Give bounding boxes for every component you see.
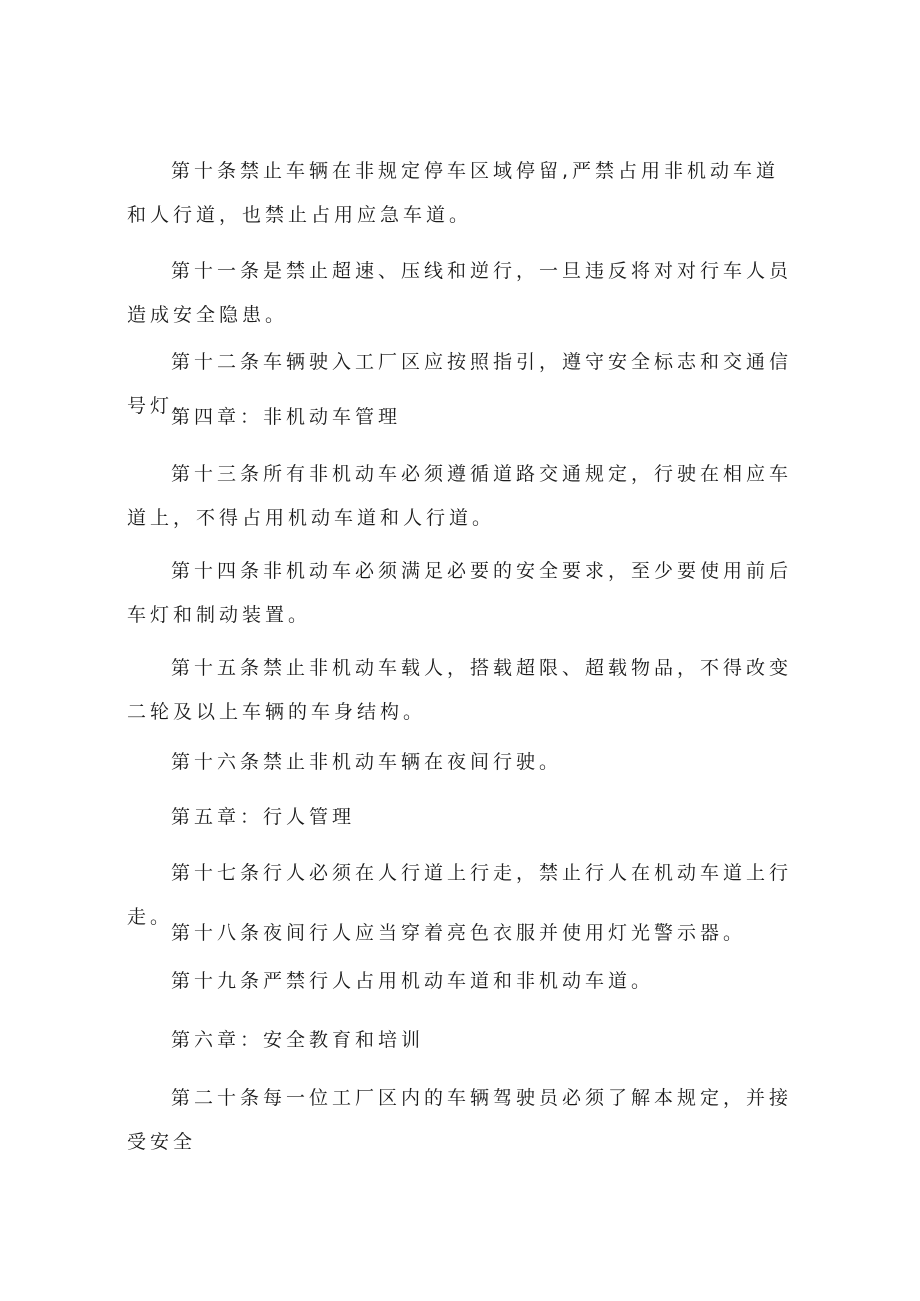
article-11-paragraph: 第十一条是禁止超速、压线和逆行，一旦违反将对对行车人员造成安全隐患。 <box>127 260 793 326</box>
article-19-paragraph: 第十九条严禁行人占用机动车道和非机动车道。 <box>171 970 655 992</box>
article-17-paragraph: 第十七条行人必须在人行道上行走，禁止行人在机动车道上行走。 <box>127 862 793 928</box>
article-13-paragraph: 第十三条所有非机动车必须遵循道路交通规定，行驶在相应车道上，不得占用机动车道和人行道。 <box>127 463 793 529</box>
chapter-5-heading: 第五章：行人管理 <box>171 806 356 828</box>
article-20-paragraph: 第二十条每一位工厂区内的车辆驾驶员必须了解本规定，并接受安全 <box>127 1087 793 1153</box>
chapter-4-heading: 第四章：非机动车管理 <box>171 406 402 428</box>
article-14-paragraph: 第十四条非机动车必须满足必要的安全要求，至少要使用前后车灯和制动装置。 <box>127 560 793 626</box>
article-16-paragraph: 第十六条禁止非机动车辆在夜间行驶。 <box>171 751 563 773</box>
article-10-paragraph: 第十条禁止车辆在非规定停车区域停留,严禁占用非机动车道和人行道，也禁止占用应急车道。 <box>127 160 780 226</box>
article-12-paragraph: 第十二条车辆驶入工厂区应按照指引，遵守安全标志和交通信号灯。 <box>127 351 793 417</box>
article-15-paragraph: 第十五条禁止非机动车载人，搭载超限、超载物品，不得改变二轮及以上车辆的车身结构。 <box>127 657 793 723</box>
chapter-6-heading: 第六章：安全教育和培训 <box>171 1029 425 1051</box>
article-18-paragraph: 第十八条夜间行人应当穿着亮色衣服并使用灯光警示器。 <box>171 922 747 944</box>
